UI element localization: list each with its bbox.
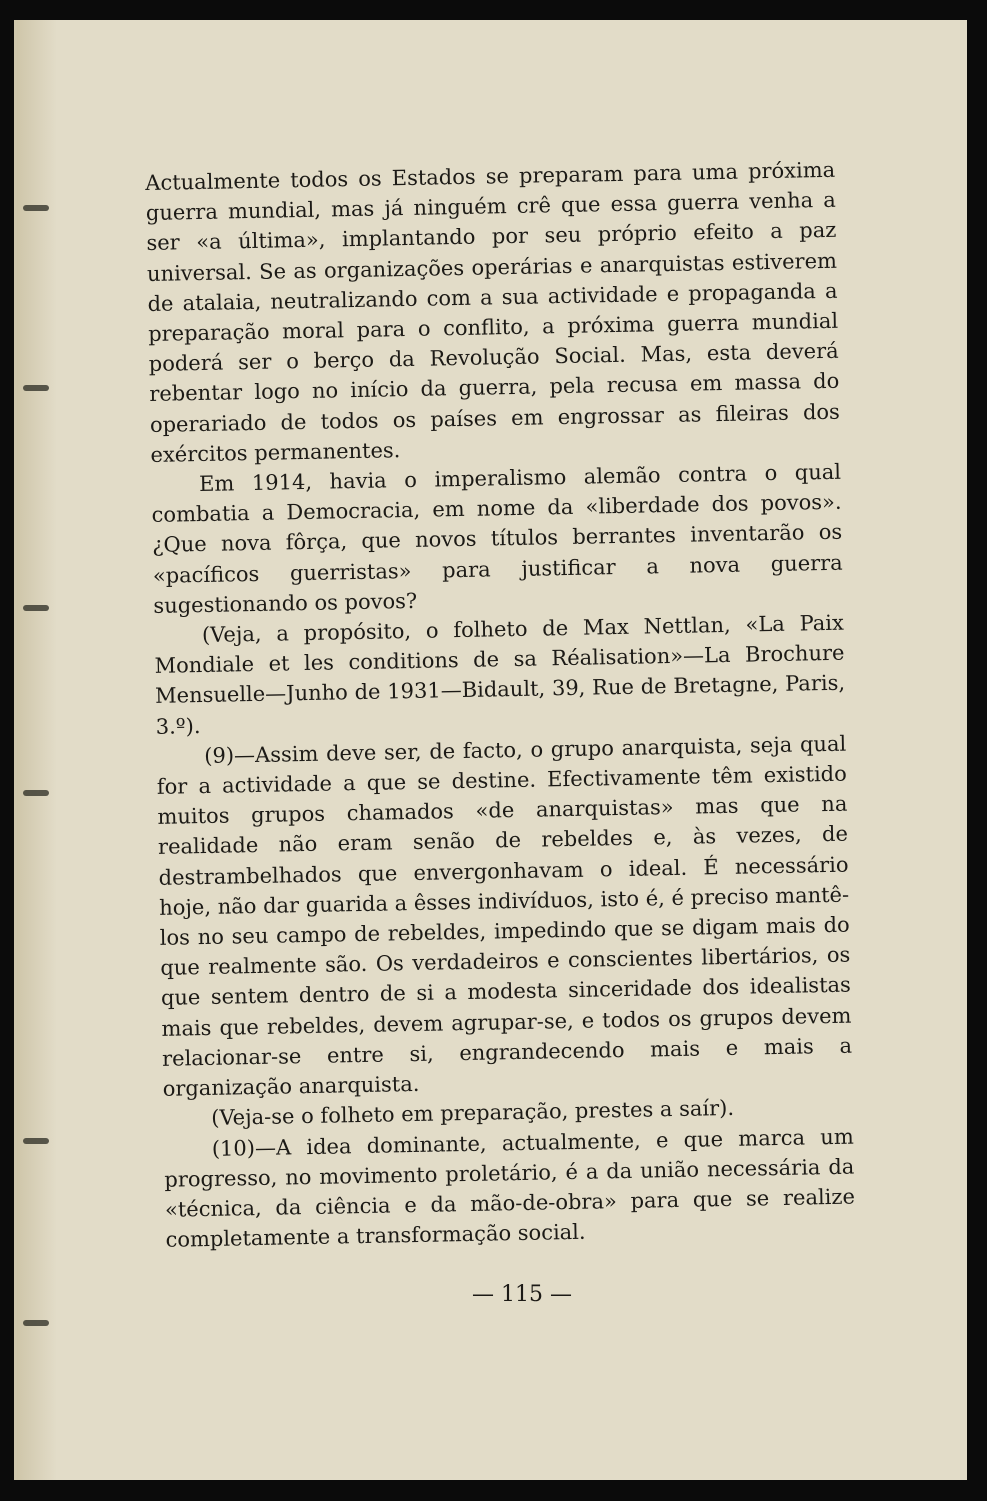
paragraph-3: (Veja, a propósito, o folheto de Max Nettlan, «La Paix Mondiale et les conditions de sa Réalisation»—La Brochure Mensuelle—Junho de 1931—Bidault, 39, Rue de Bretagne, Paris, 3.º). — [154, 610, 846, 739]
binding-mark — [23, 1138, 49, 1144]
binding-mark — [23, 1320, 49, 1326]
binding-mark — [23, 790, 49, 796]
paragraph-4: (9)—Assim deve ser, de facto, o grupo anarquista, seja qual for a actividade a que se destine. Efectivamente têm existido muitos grupos chamados «de anarquistas» mas que na realidade não eram senão de rebeldes e, às vezes, de destrambelhados que envergonhavam o ideal. É necessário hoje, não dar guarida a êsses indivíduos, isto é, é preciso mantê-los no seu campo de rebeldes, impedindo que se digam mais do que realmente são. Os verdadeiros e conscientes libertários, os que sentem dentro de si a modesta sinceridade dos idealistas mais que rebeldes, devem agrupar-se, e todos os grupos devem relacionar-se entre si, engrandecendo mais e mais a organização anarquista. — [156, 731, 853, 1101]
binding-mark — [23, 605, 49, 611]
page-number: — 115 — — [472, 1282, 572, 1307]
paragraph-5: (Veja-se o folheto em preparação, prestes a saír). — [211, 1096, 735, 1131]
book-page — [14, 20, 967, 1480]
paragraph-6: (10)—A idea dominante, actualmente, e que marca um progresso, no movimento proletário, é a da união necessária da «técnica, da ciência e da mão-de-obra» para que se realize completamente a transformação social. — [164, 1124, 856, 1252]
binding-mark — [23, 385, 49, 391]
page-gutter — [17, 20, 57, 1480]
paragraph-2: Em 1914, havia o imperalismo alemão contra o qual combatia a Democracia, em nome da «liberdade dos povos». ¿Que nova fôrça, que novos títulos berrantes inventarão os «pacíficos guerristas» para justificar a nova guerra sugestionando os povos? — [151, 459, 843, 618]
binding-mark — [23, 205, 49, 211]
paragraph-1: Actualmente todos os Estados se preparam para uma próxima guerra mundial, mas já ninguém crê que essa guerra venha a ser «a última», implantando por seu próprio efeito a paz universal. Se as organizações operárias e anarquistas estiverem de atalaia, neutralizando com a sua actividade e propaganda a preparação moral para o conflito, a próxima guerra mundial poderá ser o berço da Revolução Social. Mas, esta deverá rebentar logo no início da guerra, pela recusa em massa do operariado de todos os países em engrossar as fileiras dos exércitos permanentes. — [145, 157, 841, 467]
body-text — [145, 155, 856, 1255]
